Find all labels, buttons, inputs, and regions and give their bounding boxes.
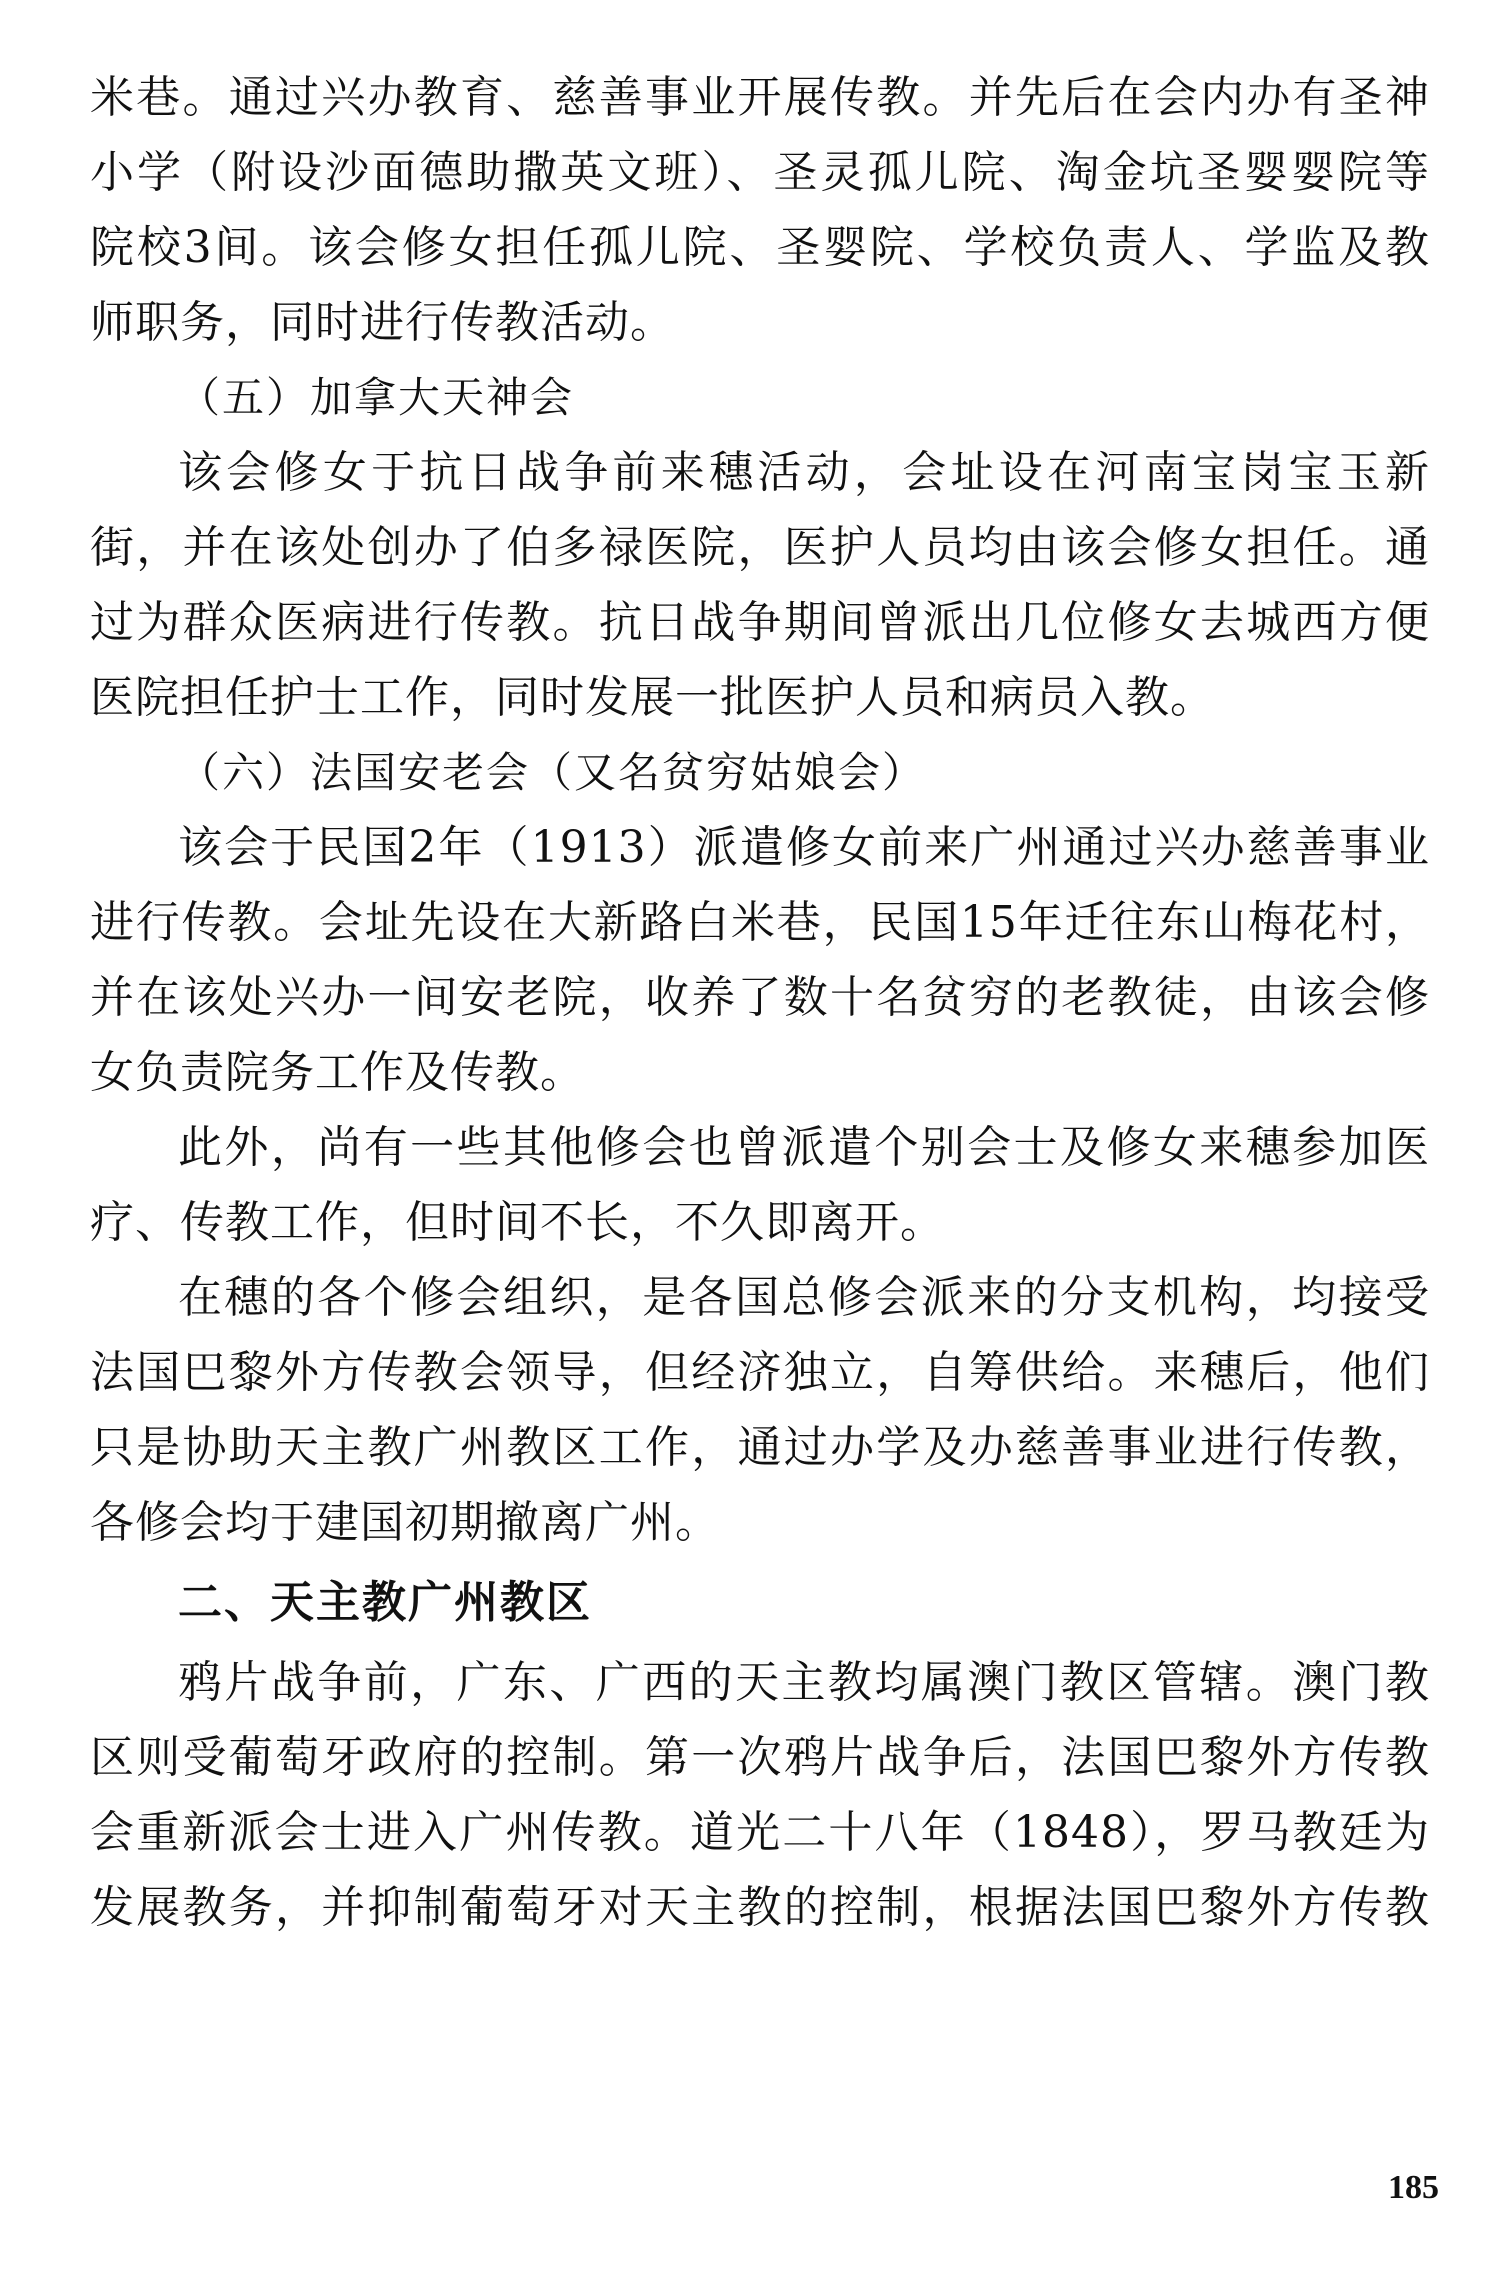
- paragraph-line: 并在该处兴办一间安老院，收养了数十名贫穷的老教徒，由该会修: [90, 972, 1430, 1023]
- paragraph-line: 过为群众医病进行传教。抗日战争期间曾派出几位修女去城西方便: [90, 597, 1430, 648]
- paragraph-line: 街，并在该处创办了伯多禄医院，医护人员均由该会修女担任。通: [90, 522, 1430, 573]
- paragraph-line: 院校3间。该会修女担任孤儿院、圣婴院、学校负责人、学监及教: [90, 222, 1430, 273]
- paragraph-line: 该会修女于抗日战争前来穗活动，会址设在河南宝岗宝玉新: [178, 447, 1430, 498]
- paragraph-line: 鸦片战争前，广东、广西的天主教均属澳门教区管辖。澳门教: [178, 1657, 1430, 1708]
- paragraph-line: 米巷。通过兴办教育、慈善事业开展传教。并先后在会内办有圣神: [90, 72, 1430, 123]
- paragraph-line: 发展教务，并抑制葡萄牙对天主教的控制，根据法国巴黎外方传教: [90, 1882, 1430, 1933]
- chapter-heading: 二、天主教广州教区: [178, 1577, 592, 1628]
- paragraph-line: 医院担任护士工作，同时发展一批医护人员和病员入教。: [90, 672, 1215, 723]
- paragraph-line: 会重新派会士进入广州传教。道光二十八年（1848），罗马教廷为: [90, 1807, 1430, 1858]
- paragraph-line: 区则受葡萄牙政府的控制。第一次鸦片战争后，法国巴黎外方传教: [90, 1732, 1430, 1783]
- paragraph-line: 只是协助天主教广州教区工作，通过办学及办慈善事业进行传教，: [90, 1422, 1430, 1473]
- paragraph-line: 进行传教。会址先设在大新路白米巷，民国15年迁往东山梅花村，: [90, 897, 1430, 948]
- paragraph-line: 女负责院务工作及传教。: [90, 1047, 585, 1098]
- paragraph-line: 此外，尚有一些其他修会也曾派遣个别会士及修女来穗参加医: [178, 1122, 1430, 1173]
- paragraph-line: 各修会均于建国初期撤离广州。: [90, 1497, 720, 1548]
- paragraph-line: 在穗的各个修会组织，是各国总修会派来的分支机构，均接受: [178, 1272, 1430, 1323]
- paragraph-line: 师职务，同时进行传教活动。: [90, 297, 675, 348]
- paragraph-line: 法国巴黎外方传教会领导，但经济独立，自筹供给。来穗后，他们: [90, 1347, 1430, 1398]
- page-number: 185: [1388, 2169, 1439, 2206]
- paragraph-line: 该会于民国2年（1913）派遣修女前来广州通过兴办慈善事业: [178, 822, 1430, 873]
- paragraph-line: 小学（附设沙面德助撒英文班）、圣灵孤儿院、淘金坑圣婴婴院等: [90, 147, 1430, 198]
- section-heading-5: （五）加拿大天神会: [178, 373, 575, 422]
- paragraph-line: 疗、传教工作，但时间不长，不久即离开。: [90, 1197, 945, 1248]
- section-heading-6: （六）法国安老会（又名贫穷姑娘会）: [178, 748, 927, 797]
